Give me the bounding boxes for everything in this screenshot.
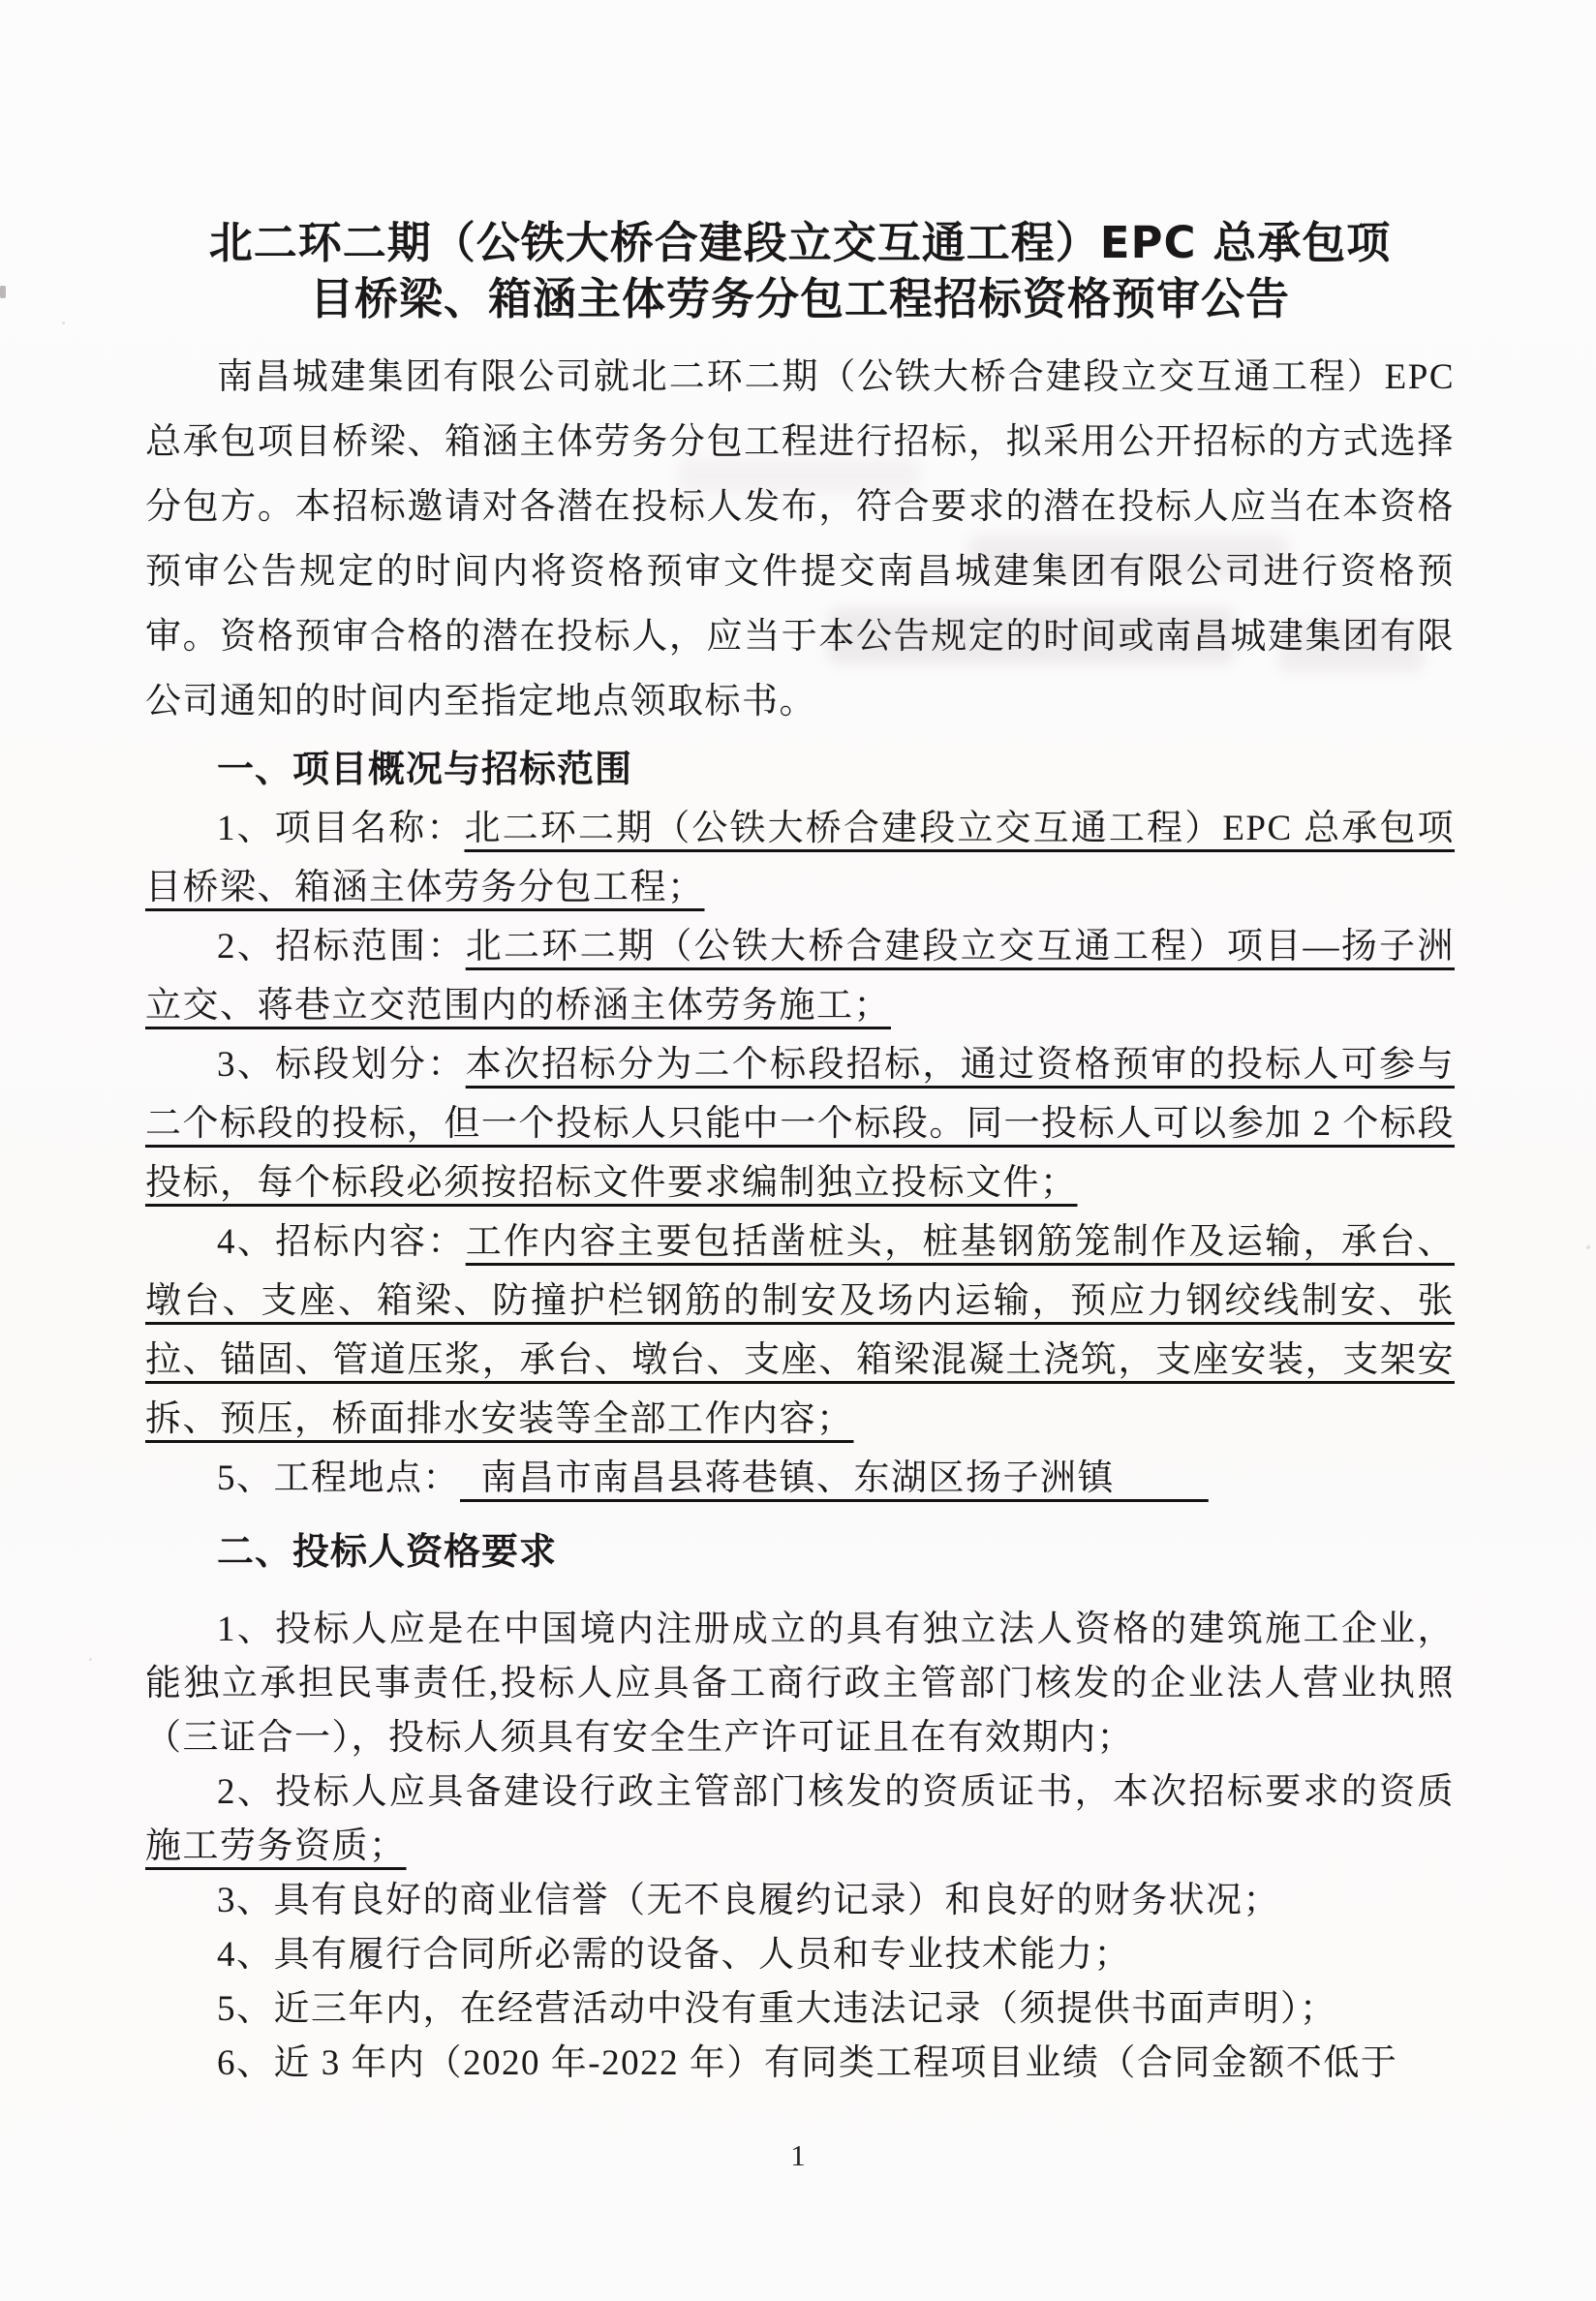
bid-scope-item: [145, 917, 1455, 1035]
item-value-underlined: 南昌市南昌县蒋巷镇、东湖区扬子洲镇: [460, 1458, 1209, 1498]
item-value-underlined: 北二环二期（公铁大桥合建段立交互通工程）项目—扬子洲立交、蒋巷立交范围内的桥涵主体劳务施工；: [145, 927, 1455, 1026]
document-body: [145, 215, 1455, 2091]
scan-artifact-speck: [89, 1658, 92, 1661]
document-title: [145, 215, 1455, 327]
intro-paragraph: 南昌城建集团有限公司就北二环二期（公铁大桥合建段立交互通工程）EPC 总承包项目桥梁、箱涵主体劳务分包工程进行招标，拟采用公开招标的方式选择分包方。本招标邀请对各潜在投标人发布，符合要求的潜在投标人应当在本资格预审公告规定的时间内将资格预审文件提交南昌城建集团有限公司进行资格预审。资格预审合格的潜在投标人，应当于本公告规定的时间或南昌城建集团有限公司通知的时间内至指定地点领取标书。: [145, 357, 1455, 721]
qualification-item-5: 5、近三年内，在经营活动中没有重大违法记录（须提供书面声明）；: [217, 1989, 1337, 2029]
section1-items: [145, 799, 1455, 1508]
section2-items: [145, 1603, 1455, 2091]
item-label: 2、招标范围：: [217, 927, 466, 966]
title-line-2: 目桥梁、箱涵主体劳务分包工程招标资格预审公告: [309, 273, 1290, 324]
title-line-1: 北二环二期（公铁大桥合建段立交互通工程）EPC 总承包项: [208, 217, 1392, 268]
project-location-item: [145, 1449, 1455, 1508]
item-value-underlined: 本次招标分为二个标段招标，通过资格预审的投标人可参与二个标段的投标，但一个投标人只能中一个标段。同一投标人可以参加 2 个标段投标，每个标段必须按招标文件要求编制独立投标文件；: [145, 1045, 1455, 1203]
bid-content-item: [145, 1212, 1455, 1449]
qualification-item-2: [145, 1765, 1455, 1874]
item-label: 1、项目名称：: [217, 809, 465, 848]
scan-artifact-speck: [1586, 1245, 1590, 1249]
section2-heading: 二、投标人资格要求: [217, 1530, 558, 1573]
project-name-item: [145, 799, 1455, 917]
qualification-item-4: 4、具有履行合同所必需的设备、人员和专业技术能力；: [217, 1935, 1131, 1975]
lot-division-item: [145, 1035, 1455, 1212]
qualification-item-1: 1、投标人应是在中国境内注册成立的具有独立法人资格的建筑施工企业，能独立承担民事责任,投标人应具备工商行政主管部门核发的企业法人营业执照（三证合一），投标人须具有安全生产许可证且在有效期内；: [145, 1610, 1455, 1758]
item-label: 4、招标内容：: [217, 1222, 466, 1262]
item-label: 5、工程地点：: [217, 1458, 460, 1498]
qualification-item-3: 3、具有良好的商业信誉（无不良履约记录）和良好的财务状况；: [217, 1881, 1280, 1920]
item-value-underlined: 工作内容主要包括凿桩头，桩基钢筋笼制作及运输，承台、墩台、支座、箱梁、防撞护栏钢筋的制安及场内运输，预应力钢绞线制安、张拉、锚固、管道压浆，承台、墩台、支座、箱梁混凝土浇筑，支座安装，支架安拆、预压，桥面排水安装等全部工作内容；: [145, 1222, 1455, 1439]
item-text: 2、投标人应具备建设行政主管部门核发的资质证书，本次招标要求的资质: [217, 1772, 1455, 1812]
page-number: 1: [790, 2138, 806, 2172]
item-text-underlined: 施工劳务资质；: [145, 1826, 407, 1866]
item-value-underlined: 北二环二期（公铁大桥合建段立交互通工程）EPC 总承包项目桥梁、箱涵主体劳务分包工程；: [145, 809, 1456, 907]
scan-artifact-speck: [62, 322, 65, 324]
section1-heading: 一、项目概况与招标范围: [217, 748, 633, 790]
scan-artifact-speck: [0, 286, 6, 298]
qualification-item-6: 6、近 3 年内（2020 年-2022 年）有同类工程项目业绩（合同金额不低于: [217, 2043, 1398, 2083]
item-label: 3、标段划分：: [217, 1045, 466, 1085]
